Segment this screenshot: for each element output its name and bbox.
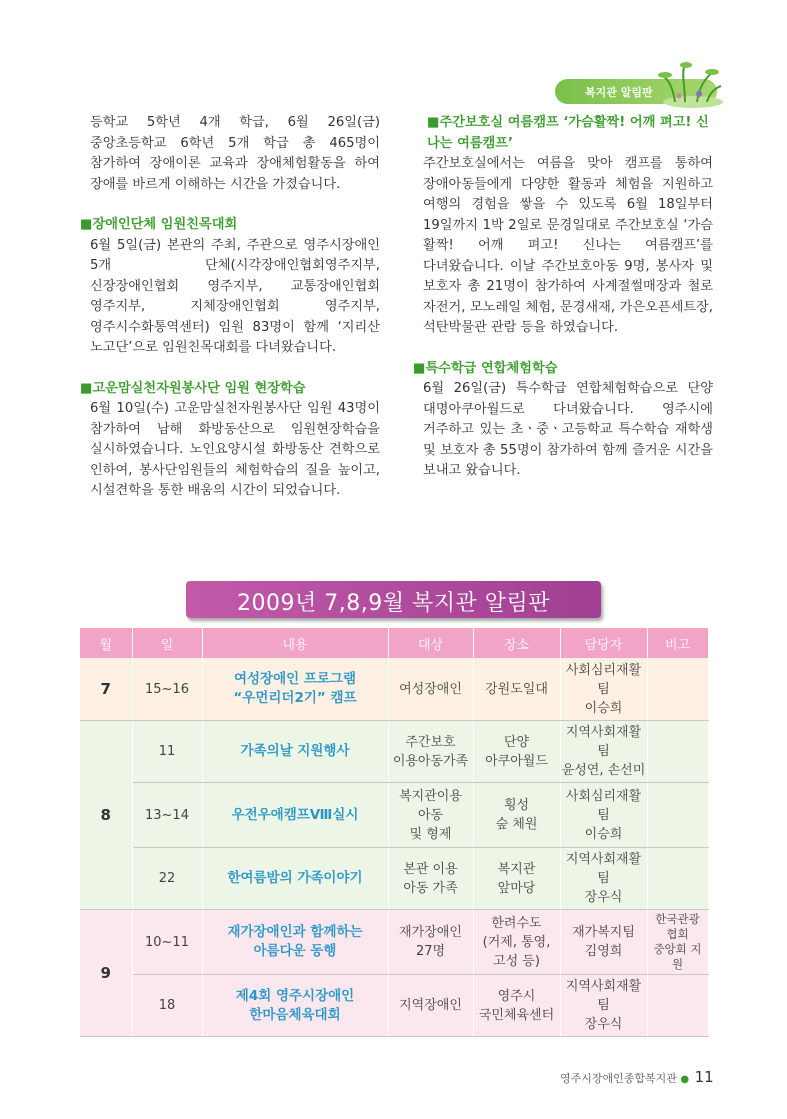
table-row xyxy=(80,975,708,1037)
page-footer xyxy=(560,1068,714,1086)
manager-cell: 사회심리재활팀 이승희 xyxy=(560,658,647,721)
month-cell: 9 xyxy=(80,910,132,1037)
manager-cell: 지역사회재활팀 장우식 xyxy=(560,848,647,910)
day-cell: 13~14 xyxy=(132,783,202,848)
place-cell: 강원도일대 xyxy=(473,658,560,721)
footer-org: 영주시장애인종합복지관 xyxy=(560,1072,677,1085)
table-row xyxy=(80,848,708,910)
manager-cell: 지역사회재활팀 윤성연, 손선미 xyxy=(560,721,647,783)
table-row xyxy=(80,783,708,848)
article-volunteer-field-trip xyxy=(80,379,380,502)
article-body: 주간보호실에서는 여름을 맞아 캠프를 통하여 장애아동들에게 다양한 활동과 체험을 지원하고 여행의 경험을 쌓을 수 있도록 6월 18일부터 19일까지 1박 2일로 문경일대로 주간보호실 ‘가슴 활짝! 어깨 펴고! 신나는 여름캠프’를 다녀왔습니다. 이날 주간보호아동 9명, 봉사자 및 보호자 총 21명이 참가하여 사계절썰매장과 철로 자전거, 모노레일 체험, 문경새재, 가은오픈세트장, 석탄박물관 관람 등을 하였습니다. xyxy=(423,156,713,335)
header-note: 비고 xyxy=(647,628,708,658)
article-title: ■고운맘실천자원봉사단 임원 현장학습 xyxy=(80,380,306,396)
header-month: 월 xyxy=(80,628,132,658)
day-cell: 10~11 xyxy=(132,910,202,975)
header-target: 대상 xyxy=(388,628,473,658)
place-cell: 횡성 숲 체원 xyxy=(473,783,560,848)
day-cell: 22 xyxy=(132,848,202,910)
table-row xyxy=(80,910,708,975)
note-cell: 한국관광 협회 중앙회 지원 xyxy=(647,910,708,975)
place-cell: 한려수도 (거제, 통영, 고성 등) xyxy=(473,910,560,975)
content-cell: 한여름밤의 가족이야기 xyxy=(202,848,388,910)
month-cell: 7 xyxy=(80,658,132,721)
table-row xyxy=(80,658,708,721)
target-cell: 본관 이용 아동 가족 xyxy=(388,848,473,910)
badge-label: 복지관 알림판 xyxy=(585,86,653,99)
target-cell: 지역장애인 xyxy=(388,975,473,1037)
day-cell: 18 xyxy=(132,975,202,1037)
bullet-icon: ● xyxy=(680,1074,690,1085)
article-summer-camp xyxy=(413,113,713,339)
place-cell: 영주시 국민체육센터 xyxy=(473,975,560,1037)
target-cell: 복지관이용 아동 및 형제 xyxy=(388,783,473,848)
note-cell xyxy=(647,848,708,910)
banner-title: 2009년 7,8,9월 복지관 알림판 xyxy=(237,591,550,616)
table-header-row xyxy=(80,628,708,658)
content-cell: 우전우애캠프Ⅷ실시 xyxy=(202,783,388,848)
header-content: 내용 xyxy=(202,628,388,658)
day-cell: 11 xyxy=(132,721,202,783)
manager-cell: 재가복지팀 김영희 xyxy=(560,910,647,975)
note-cell xyxy=(647,975,708,1037)
target-cell: 재가장애인 27명 xyxy=(388,910,473,975)
day-cell: 15~16 xyxy=(132,658,202,721)
note-cell xyxy=(647,658,708,721)
article-title: ■특수학급 연합체험학습 xyxy=(413,360,558,376)
article-body: 6월 26일(금) 특수학급 연합체험학습으로 단양 대명아쿠아월드로 다녀왔습니다. 영주시에 거주하고 있는 초ㆍ중ㆍ고등학교 특수학습 재학생 및 보호자 총 55명이 참가하여 함께 즐거운 시간을 보내고 왔습니다. xyxy=(423,381,713,478)
place-cell: 복지관 앞마당 xyxy=(473,848,560,910)
grass-illustration-icon xyxy=(655,58,725,110)
header-manager: 담당자 xyxy=(560,628,647,658)
target-cell: 여성장애인 xyxy=(388,658,473,721)
page-number: 11 xyxy=(694,1068,714,1086)
article-body: 등학교 5학년 4개 학급, 6월 26일(금) 중앙초등학교 6학년 5개 학급 총 465명이 참가하여 장애이론 교육과 장애체험활동을 하여 장애를 바르게 이해하는 시간을 가졌습니다. xyxy=(90,115,380,192)
place-cell: 단양 아쿠아월드 xyxy=(473,721,560,783)
manager-cell: 지역사회재활팀 장우식 xyxy=(560,975,647,1037)
note-cell xyxy=(647,783,708,848)
note-cell xyxy=(647,721,708,783)
article-special-class-trip xyxy=(413,359,713,482)
schedule-banner xyxy=(186,581,601,618)
month-cell: 8 xyxy=(80,721,132,910)
schedule-table xyxy=(80,628,709,1037)
article-title: ■장애인단체 임원친목대회 xyxy=(80,217,238,232)
article-title: ■주간보호실 여름캠프 ‘가슴활짝! 어깨 펴고! 신나는 여름캠프’ xyxy=(427,115,709,151)
right-text-column xyxy=(413,113,713,502)
content-cell: 제4회 영주시장애인 한마음체육대회 xyxy=(202,975,388,1037)
table-row xyxy=(80,721,708,783)
left-text-column xyxy=(80,113,380,522)
content-cell: 가족의날 지원행사 xyxy=(202,721,388,783)
target-cell: 주간보호 이용아동가족 xyxy=(388,721,473,783)
header-place: 장소 xyxy=(473,628,560,658)
article-body: 6월 5일(금) 본관의 주최, 주관으로 영주시장애인 5개 단체(시각장애인협회영주지부, 신장장애인협회 영주지부, 교통장애인협회 영주지부, 지체장애인협회 영주지부, 영주시수화통역센터) 임원 83명이 함께 ‘지리산 노고단’으로 임원친목대회를 다녀왔습니다. xyxy=(90,237,380,355)
article-school-education xyxy=(80,113,380,195)
manager-cell: 사회심리재활팀 이승희 xyxy=(560,783,647,848)
content-cell: 재가장애인과 함께하는 아름다운 동행 xyxy=(202,910,388,975)
content-cell: 여성장애인 프로그램 “우먼리더2기” 캠프 xyxy=(202,658,388,721)
article-officer-meeting xyxy=(80,215,380,359)
header-day: 일 xyxy=(132,628,202,658)
article-body: 6월 10일(수) 고운맘실천자원봉사단 임원 43명이 참가하여 남해 화방동산으로 임원현장학습을 실시하였습니다. 노인요양시설 화방동산 견학으로 인하여, 봉사단임원들의 체험학습의 질을 높이고, 시설견학을 통한 배움의 시간이 되었습니다. xyxy=(90,401,380,498)
